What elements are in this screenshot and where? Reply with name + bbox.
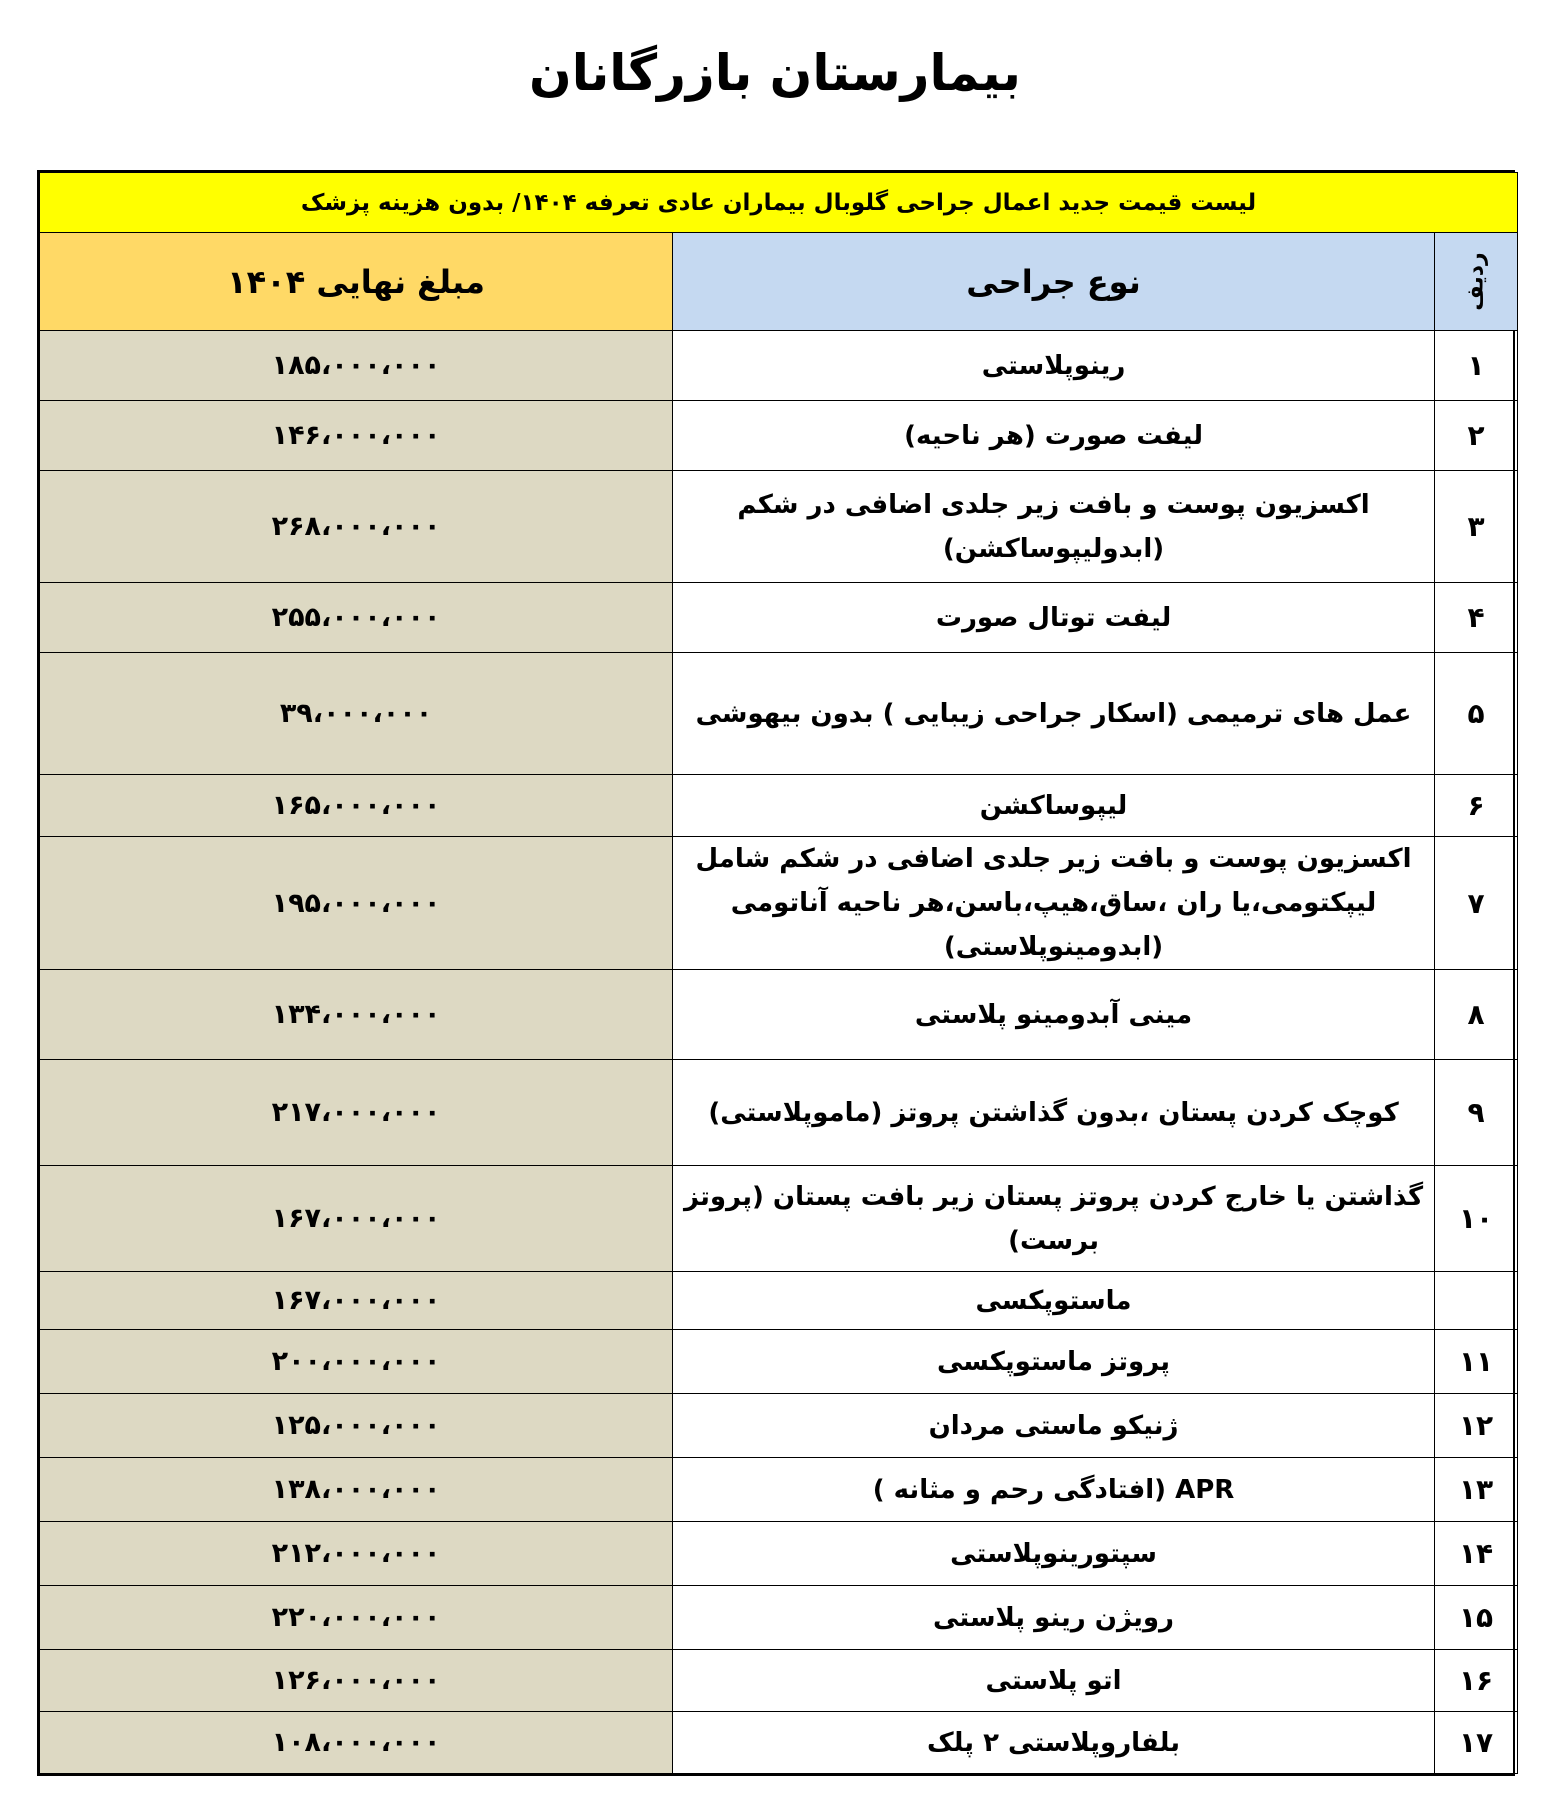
table-header-row	[40, 233, 1518, 331]
table-row	[40, 1586, 1518, 1650]
price-cell: ۲۰۰،۰۰۰،۰۰۰	[40, 1330, 673, 1394]
table-row	[40, 1458, 1518, 1522]
table-row	[40, 1522, 1518, 1586]
row-number-cell: ۱	[1435, 331, 1518, 401]
table-row	[40, 1394, 1518, 1458]
row-number-cell	[1435, 1272, 1518, 1330]
surgery-name-cell: لیپوساکشن	[673, 775, 1435, 837]
price-table	[39, 172, 1518, 1774]
row-number-cell: ۲	[1435, 401, 1518, 471]
table-row	[40, 331, 1518, 401]
price-table-container	[37, 170, 1515, 1776]
header-surgery-type: نوع جراحی	[673, 233, 1435, 331]
table-row	[40, 401, 1518, 471]
table-caption: لیست قیمت جدید اعمال جراحی گلوبال بیماران عادی تعرفه ۱۴۰۴/ بدون هزینه پزشک	[40, 173, 1518, 233]
table-row	[40, 583, 1518, 653]
row-number-cell: ۱۵	[1435, 1586, 1518, 1650]
row-number-cell: ۱۳	[1435, 1458, 1518, 1522]
row-number-cell: ۶	[1435, 775, 1518, 837]
price-cell: ۱۲۵،۰۰۰،۰۰۰	[40, 1394, 673, 1458]
row-number-cell: ۳	[1435, 471, 1518, 583]
table-row	[40, 471, 1518, 583]
surgery-name-cell: APR (افتادگی رحم و مثانه )	[673, 1458, 1435, 1522]
price-cell: ۱۶۵،۰۰۰،۰۰۰	[40, 775, 673, 837]
price-cell: ۱۴۶،۰۰۰،۰۰۰	[40, 401, 673, 471]
price-cell: ۲۱۷،۰۰۰،۰۰۰	[40, 1060, 673, 1166]
surgery-name-cell: ماستوپکسی	[673, 1272, 1435, 1330]
table-row	[40, 653, 1518, 775]
table-row	[40, 1712, 1518, 1774]
header-row-number-label: ردیف	[1463, 252, 1489, 311]
row-number-cell: ۱۷	[1435, 1712, 1518, 1774]
surgery-name-cell: مینی آبدومینو پلاستی	[673, 970, 1435, 1060]
price-cell: ۲۱۲،۰۰۰،۰۰۰	[40, 1522, 673, 1586]
surgery-name-cell: اکسزیون پوست و بافت زیر جلدی اضافی در شکم (ابدولیپوساکشن)	[673, 471, 1435, 583]
surgery-name-cell: لیفت توتال صورت	[673, 583, 1435, 653]
price-cell: ۲۶۸،۰۰۰،۰۰۰	[40, 471, 673, 583]
table-row	[40, 1166, 1518, 1272]
price-cell: ۱۸۵،۰۰۰،۰۰۰	[40, 331, 673, 401]
price-cell: ۱۳۴،۰۰۰،۰۰۰	[40, 970, 673, 1060]
row-number-cell: ۱۴	[1435, 1522, 1518, 1586]
row-number-cell: ۱۶	[1435, 1650, 1518, 1712]
row-number-cell: ۵	[1435, 653, 1518, 775]
price-cell: ۱۰۸،۰۰۰،۰۰۰	[40, 1712, 673, 1774]
price-cell: ۱۶۷،۰۰۰،۰۰۰	[40, 1272, 673, 1330]
page-title: بیمارستان بازرگانان	[529, 44, 1021, 102]
surgery-name-cell: رویژن رینو پلاستی	[673, 1586, 1435, 1650]
table-row	[40, 1650, 1518, 1712]
header-final-price: مبلغ نهایی ۱۴۰۴	[40, 233, 673, 331]
row-number-cell: ۴	[1435, 583, 1518, 653]
row-number-cell: ۷	[1435, 837, 1518, 970]
table-caption-row	[40, 173, 1518, 233]
table-row	[40, 775, 1518, 837]
surgery-name-cell: پروتز ماستوپکسی	[673, 1330, 1435, 1394]
header-row-number	[1435, 233, 1518, 331]
surgery-name-cell: گذاشتن یا خارج کردن پروتز پستان زیر بافت پستان (پروتز برست)	[673, 1166, 1435, 1272]
row-number-cell: ۸	[1435, 970, 1518, 1060]
price-cell: ۱۹۵،۰۰۰،۰۰۰	[40, 837, 673, 970]
table-row	[40, 837, 1518, 970]
surgery-name-cell: اتو پلاستی	[673, 1650, 1435, 1712]
table-row	[40, 1272, 1518, 1330]
price-cell: ۳۹،۰۰۰،۰۰۰	[40, 653, 673, 775]
price-cell: ۲۵۵،۰۰۰،۰۰۰	[40, 583, 673, 653]
table-row	[40, 1330, 1518, 1394]
price-cell: ۱۲۶،۰۰۰،۰۰۰	[40, 1650, 673, 1712]
surgery-name-cell: کوچک کردن پستان ،بدون گذاشتن پروتز (ماموپلاستی)	[673, 1060, 1435, 1166]
row-number-cell: ۱۲	[1435, 1394, 1518, 1458]
row-number-cell: ۱۰	[1435, 1166, 1518, 1272]
surgery-name-cell: ژنیکو ماستی مردان	[673, 1394, 1435, 1458]
price-cell: ۱۳۸،۰۰۰،۰۰۰	[40, 1458, 673, 1522]
surgery-name-cell: عمل های ترمیمی (اسکار جراحی زیبایی ) بدون بیهوشی	[673, 653, 1435, 775]
price-cell: ۱۶۷،۰۰۰،۰۰۰	[40, 1166, 673, 1272]
surgery-name-cell: رینوپلاستی	[673, 331, 1435, 401]
row-number-cell: ۱۱	[1435, 1330, 1518, 1394]
surgery-name-cell: اکسزیون پوست و بافت زیر جلدی اضافی در شکم شامل لیپکتومی،یا ران ،ساق،هیپ،باسن،هر ناحیه آناتومی (ابدومینوپلاستی)	[673, 837, 1435, 970]
surgery-name-cell: لیفت صورت (هر ناحیه)	[673, 401, 1435, 471]
price-cell: ۲۲۰،۰۰۰،۰۰۰	[40, 1586, 673, 1650]
table-row	[40, 970, 1518, 1060]
table-row	[40, 1060, 1518, 1166]
table-body	[40, 331, 1518, 1774]
surgery-name-cell: سپتورینوپلاستی	[673, 1522, 1435, 1586]
surgery-name-cell: بلفاروپلاستی ۲ پلک	[673, 1712, 1435, 1774]
row-number-cell: ۹	[1435, 1060, 1518, 1166]
